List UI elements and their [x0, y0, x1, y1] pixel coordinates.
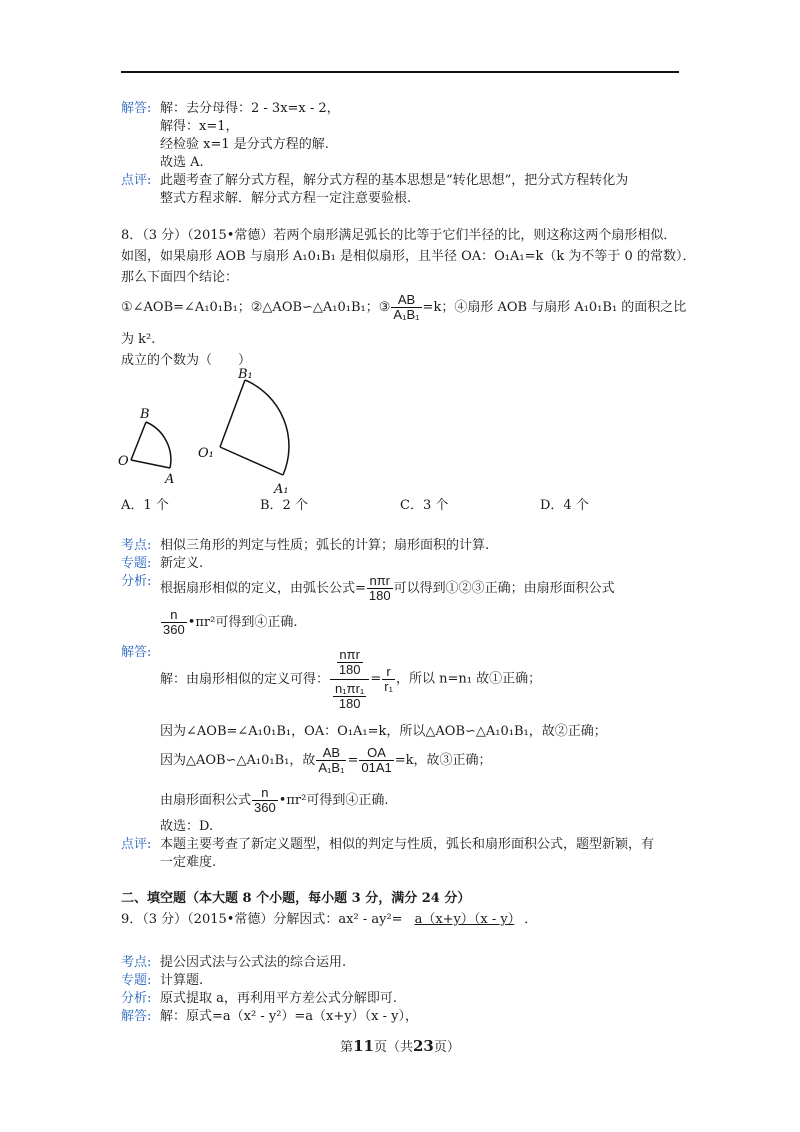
q9-sol: 解：原式=a（x² - y²）=a（x+y）（x - y）， — [160, 1009, 418, 1024]
q8-c1-num: AB — [391, 293, 421, 308]
q8-sol1-bottom — [330, 680, 369, 711]
q8-sol3-d2: 01A1 — [361, 760, 392, 775]
q8-fenxi-label: 分析: — [121, 574, 152, 589]
q7-line1: 解：去分母得：2 - 3x=x - 2， — [160, 101, 340, 116]
q8-sol1-r-fraction — [382, 665, 395, 694]
q7-dianping-label: 点评: — [121, 173, 152, 188]
q8-sol4-num: n — [252, 786, 278, 801]
q8-sol1-bot-num: n₁πr₁ — [335, 681, 365, 696]
q8-sol4-fraction — [252, 786, 278, 815]
q8-sol3-b: =k，故③正确； — [394, 753, 492, 768]
q9-jieda-label: 解答: — [121, 1009, 152, 1024]
q7-comment1: 此题考查了解分式方程，解分式方程的基本思想是“转化思想”，把分式方程转化为 — [160, 173, 629, 188]
q8-c1: ①∠AOB=∠A₁0₁B₁；②△AOB∽△A₁0₁B₁；③ — [121, 300, 391, 315]
q8-sol2: 因为∠AOB=∠A₁0₁B₁，OA：O₁A₁=k，所以△AOB∽△A₁0₁B₁，故②正确； — [160, 724, 607, 739]
q8-option-b: B．2 个 — [260, 498, 308, 513]
q8-sol1-compound-fraction — [330, 648, 369, 711]
q8-sol3-n1: AB — [316, 746, 346, 761]
q9-stem-end: ． — [524, 912, 538, 927]
q8-zhuanti: 新定义. — [160, 556, 204, 571]
q8-c1-fraction — [391, 293, 421, 322]
q7-line2: 解得：x=1， — [160, 119, 239, 134]
q8-sol1-r-num: r — [382, 665, 395, 680]
small-sector — [131, 422, 171, 468]
footer-page-number: 11 — [353, 1037, 374, 1055]
q8-fenxi-line2 — [160, 606, 297, 640]
q8-kaodian: 相似三角形的判定与性质；弧长的计算；扇形面积的计算. — [160, 538, 490, 553]
q8-stem2: 如图，如果扇形 AOB 与扇形 A₁0₁B₁ 是相似扇形，且半径 OA：O₁A₁=k（k 为不等于 0 的常数）． — [121, 249, 696, 264]
q8-fenxi1-b: 可以得到①②③正确；由扇形面积公式 — [393, 581, 615, 596]
label-O1: O₁ — [198, 446, 214, 461]
header-rule — [121, 71, 679, 73]
q8-sol-line3 — [160, 744, 492, 778]
q8-sol1-a: 解：由扇形相似的定义可得： — [160, 671, 330, 687]
label-A: A — [165, 472, 175, 487]
q8-stem1: 8．（3 分）（2015•常德）若两个扇形满足弧长的比等于它们半径的比，则这称这两个扇形相似． — [121, 228, 677, 243]
label-B: B — [140, 407, 150, 422]
q8-c1-den: A₁B₁ — [393, 307, 420, 322]
page-footer — [0, 1036, 800, 1055]
q9-answer: a（x+y）（x - y） — [414, 912, 515, 927]
q8-zhuanti-label: 专题: — [121, 556, 152, 571]
q8-sol1-bot-den: 180 — [338, 696, 361, 711]
q8-conclusions — [121, 292, 686, 324]
q7-jieda-label: 解答: — [121, 101, 152, 116]
q8-sol5: 故选：D. — [160, 819, 214, 834]
large-sector — [220, 380, 289, 475]
q8-fenxi1-a: 根据扇形相似的定义，由弧长公式= — [160, 581, 366, 596]
q9-stem-line — [121, 912, 537, 928]
q8-sol4-a: 由扇形面积公式 — [160, 793, 252, 808]
q8-c2: 为 k². — [121, 332, 156, 347]
q7-comment2: 整式方程求解．解分式方程一定注意要验根. — [160, 191, 412, 206]
q8-kaodian-label: 考点: — [121, 538, 152, 553]
footer-total-pages: 23 — [413, 1037, 434, 1055]
q8-c1-tail: =k；④扇形 AOB 与扇形 A₁0₁B₁ 的面积之比 — [422, 300, 687, 315]
q7-line4: 故选 A. — [160, 155, 204, 170]
q8-fenxi1-num: nπr — [367, 574, 393, 589]
section2-title: 二、填空题（本大题 8 个小题，每小题 3 分，满分 24 分） — [121, 891, 471, 906]
q8-sol4-den: 360 — [254, 800, 276, 815]
q8-sol1-r-den: r₁ — [384, 679, 393, 694]
q8-jieda-label: 解答: — [121, 645, 152, 660]
q8-comment1: 本题主要考查了新定义题型，相似的判定与性质，弧长和扇形面积公式，题型新颖，有 — [160, 837, 655, 852]
q8-sol3-a: 因为△AOB∽△A₁0₁B₁，故 — [160, 753, 316, 768]
q8-stem3: 那么下面四个结论： — [121, 270, 239, 285]
footer-prefix: 第 — [340, 1040, 354, 1055]
q8-sol1-bot-frac — [333, 682, 366, 711]
q8-option-d: D．4 个 — [540, 498, 589, 513]
q8-sol3-d1: A₁B₁ — [318, 760, 345, 775]
q8-question: 成立的个数为（ ） — [121, 353, 252, 368]
q7-line3: 经检验 x=1 是分式方程的解. — [160, 137, 329, 152]
q8-fenxi2-b: •πr²可得到④正确. — [187, 615, 298, 630]
q8-sol3-frac2 — [359, 746, 393, 775]
q8-sol-line1 — [160, 648, 541, 711]
q8-fenxi-line1 — [160, 572, 615, 606]
q8-fenxi1-fraction — [367, 574, 393, 603]
q9-fenxi-label: 分析: — [121, 991, 152, 1006]
q8-sol3-frac1 — [316, 746, 346, 775]
q8-sol3-eq: = — [347, 753, 359, 768]
q8-fenxi2-fraction — [161, 608, 187, 637]
q8-sol1-top-den: 180 — [338, 662, 361, 677]
q8-sol3-n2: OA — [359, 746, 393, 761]
q9-kaodian-label: 考点: — [121, 955, 152, 970]
q9-zhuanti-label: 专题: — [121, 973, 152, 988]
label-A1: A₁ — [274, 482, 289, 497]
q8-option-a: A．1 个 — [121, 498, 169, 513]
label-O: O — [118, 454, 129, 469]
q8-dianping-label: 点评: — [121, 837, 152, 852]
q8-sol1-eq: = — [370, 671, 382, 687]
q9-fenxi: 原式提取 a，再利用平方差公式分解即可. — [160, 991, 398, 1006]
footer-suffix: 页） — [433, 1040, 460, 1055]
q8-fenxi2-den: 360 — [163, 622, 185, 637]
q9-stem: 9．（3 分）（2015•常德）分解因式：ax² - ay²= — [121, 912, 403, 927]
q8-option-c: C．3 个 — [400, 498, 449, 513]
q8-fenxi2-num: n — [161, 608, 187, 623]
q9-zhuanti: 计算题. — [160, 973, 204, 988]
q8-comment2: 一定难度. — [160, 855, 217, 870]
q9-kaodian: 提公因式法与公式法的综合运用. — [160, 955, 347, 970]
q8-fenxi1-den: 180 — [368, 588, 391, 603]
label-B1: B₁ — [238, 367, 253, 382]
q8-sol1-b: ，所以 n=n₁ 故①正确； — [395, 671, 542, 687]
q8-sol4-b: •πr²可得到④正确. — [278, 793, 389, 808]
q8-sol1-top-num: nπr — [337, 648, 363, 663]
footer-mid: 页（共 — [373, 1040, 413, 1055]
q8-sol1-top-frac — [337, 648, 363, 677]
q8-sol-line4 — [160, 784, 389, 818]
q8-sector-figure — [110, 365, 310, 500]
q8-sol1-top — [330, 648, 369, 680]
